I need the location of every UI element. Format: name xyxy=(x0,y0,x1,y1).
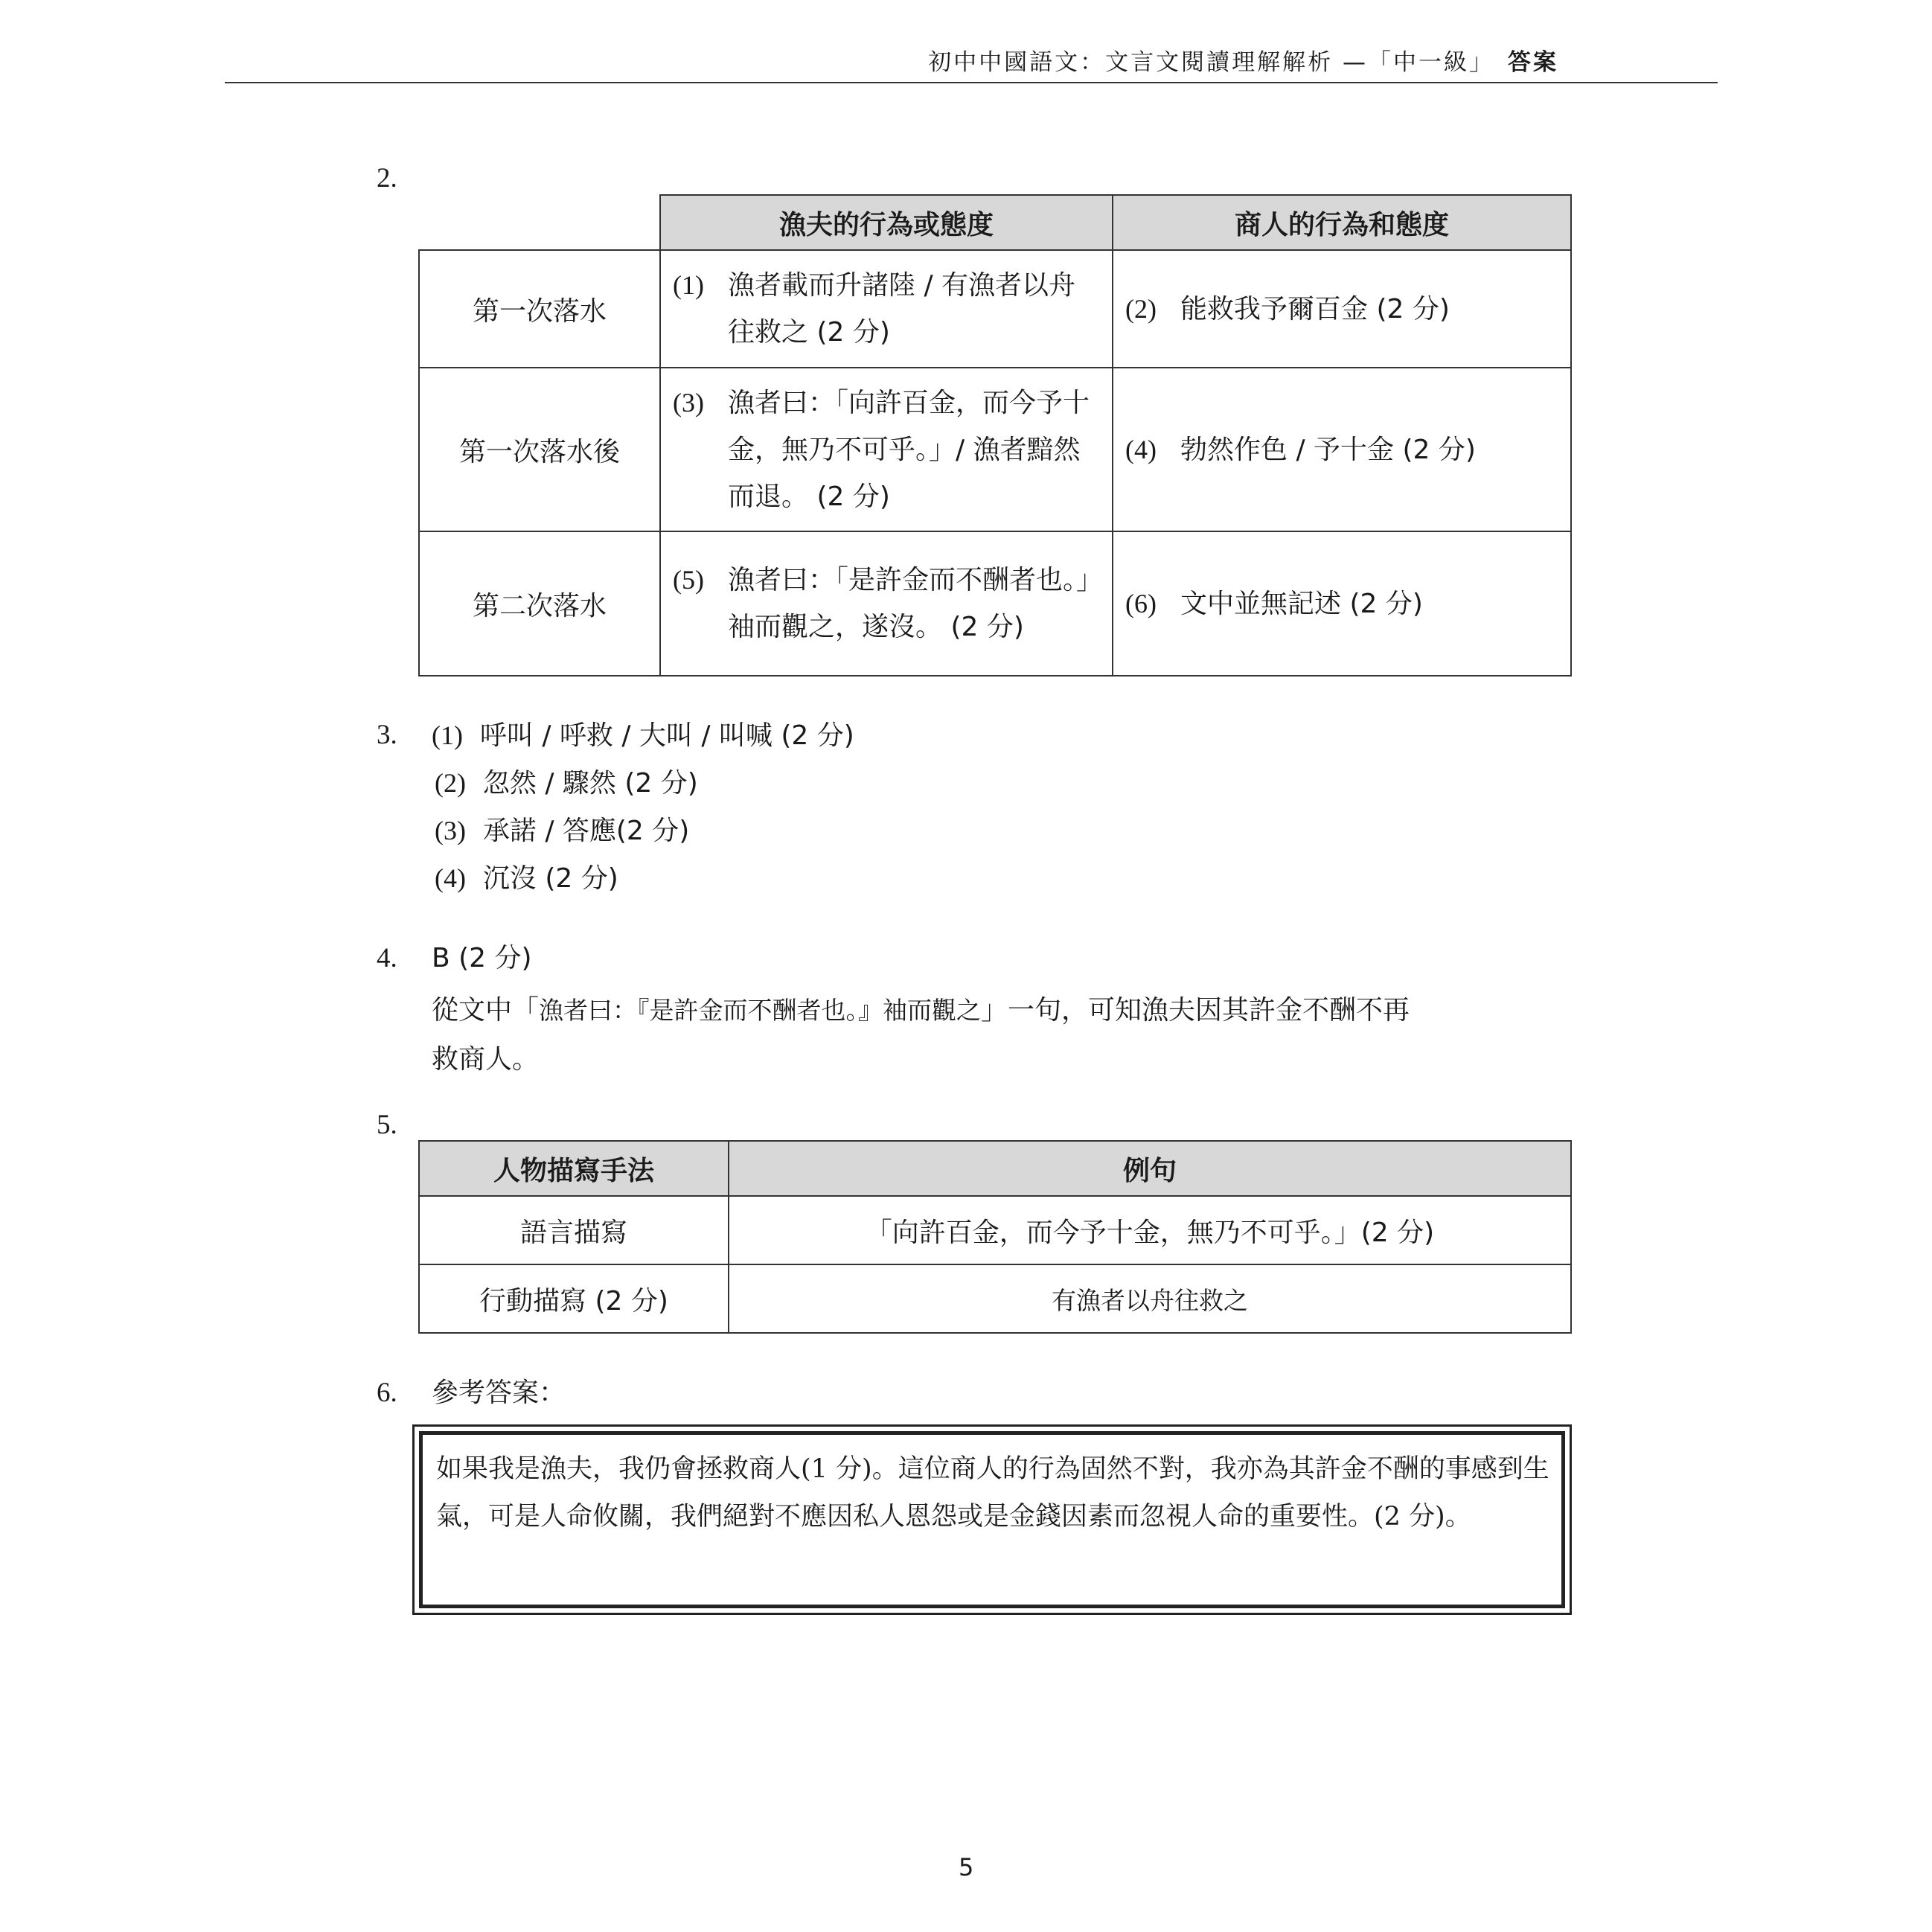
q2-number: 2. xyxy=(377,163,397,193)
item-number: (3) xyxy=(435,816,466,845)
q6-answer-text: 如果我是漁夫，我仍會拯救商人(1 分)。這位商人的行為固然不對，我亦為其許金不酬的事感到生氣，可是人命攸關，我們絕對不應因私人恩怨或是金錢因素而忽視人命的重要性。(2 分)。 xyxy=(419,1431,1565,1608)
q2-fisher-cell xyxy=(660,368,1113,531)
q3-item xyxy=(435,759,698,807)
q4-explanation xyxy=(432,987,1410,1034)
q5-example-cell: 「向許百金，而今予十金，無乃不可乎。」(2 分) xyxy=(729,1196,1571,1264)
page-header xyxy=(928,43,1558,77)
q2-table xyxy=(418,194,1572,676)
q2-merchant-cell xyxy=(1113,250,1571,368)
q4-number: 4. xyxy=(377,943,397,973)
q3-number: 3. xyxy=(377,720,397,750)
q6-label: 參考答案： xyxy=(432,1378,566,1408)
q2-header-row xyxy=(419,195,1571,250)
q2-fisher-cell xyxy=(660,250,1113,368)
q2-col-header-merchant: 商人的行為和態度 xyxy=(1113,195,1571,250)
q4-expl-pre: 從文中「 xyxy=(432,995,540,1026)
q3-item-text: 呼叫 / 呼救 / 大叫 / 叫喊 (2 分) xyxy=(479,720,854,751)
q2-fisher-cell xyxy=(660,531,1113,676)
item-number: (2) xyxy=(1125,293,1157,324)
item-number: (5) xyxy=(673,565,704,595)
q3-item xyxy=(435,854,618,903)
header-divider xyxy=(225,82,1718,83)
q5-header-row xyxy=(419,1141,1571,1196)
q3-item-text: 承諾 / 答應(2 分) xyxy=(482,816,690,846)
header-answer-tag: 答案 xyxy=(1508,49,1558,76)
q5-col-header-example: 例句 xyxy=(729,1141,1571,1196)
table-row xyxy=(419,1196,1571,1264)
item-number: (4) xyxy=(1125,434,1157,464)
q2-fisher-text: 漁者載而升諸陸 / 有漁者以舟往救之 (2 分) xyxy=(728,270,1076,348)
q5-col-header-method: 人物描寫手法 xyxy=(419,1141,729,1196)
item-number: (6) xyxy=(1125,588,1157,618)
item-number: (2) xyxy=(435,768,466,798)
q5-method-cell: 行動描寫 (2 分) xyxy=(419,1264,729,1333)
q4-answer: B (2 分) xyxy=(432,943,532,973)
q4-expl-post: 」一句，可知漁夫因其許金不酬不再 xyxy=(981,995,1410,1026)
table-row xyxy=(419,368,1571,531)
q6-answer-box xyxy=(412,1424,1572,1615)
q2-merchant-text: 能救我予爾百金 (2 分) xyxy=(1180,293,1450,324)
q2-row-label: 第一次落水 xyxy=(419,250,660,368)
q4-explanation-line2: 救商人。 xyxy=(432,1044,540,1075)
q2-row-label: 第二次落水 xyxy=(419,531,660,676)
q3-item-text: 沉沒 (2 分) xyxy=(482,863,618,894)
header-title: 初中中國語文：文言文閱讀理解解析 —「中一級」 xyxy=(928,49,1494,76)
q2-merchant-cell xyxy=(1113,368,1571,531)
item-number: (4) xyxy=(435,863,466,893)
q2-merchant-cell xyxy=(1113,531,1571,676)
q2-merchant-text: 文中並無記述 (2 分) xyxy=(1180,588,1423,619)
page-number: 5 xyxy=(959,1853,974,1881)
q3-item-text: 忽然 / 驟然 (2 分) xyxy=(482,768,698,799)
q2-merchant-text: 勃然作色 / 予十金 (2 分) xyxy=(1180,434,1476,465)
q5-number: 5. xyxy=(377,1110,397,1140)
q5-example-cell: 有漁者以舟往救之 xyxy=(729,1264,1571,1333)
q5-method-cell: 語言描寫 xyxy=(419,1196,729,1264)
table-row xyxy=(419,1264,1571,1333)
item-number: (1) xyxy=(432,720,463,750)
q3-item xyxy=(435,807,689,855)
q3-item xyxy=(432,711,854,760)
table-row xyxy=(419,250,1571,368)
q2-blank-cell xyxy=(419,195,660,250)
q2-fisher-text: 漁者曰：「向許百金，而今予十金，無乃不可乎。」/ 漁者黯然而退。 (2 分) xyxy=(728,387,1090,512)
q5-table xyxy=(418,1140,1572,1334)
item-number: (1) xyxy=(673,270,704,300)
q2-fisher-text: 漁者曰：「是許金而不酬者也。」袖而觀之，遂沒。 (2 分) xyxy=(728,565,1090,642)
q2-col-header-fisher: 漁夫的行為或態度 xyxy=(660,195,1113,250)
item-number: (3) xyxy=(673,387,704,418)
q4-expl-quote: 漁者曰：『是許金而不酬者也。』袖而觀之 xyxy=(539,996,982,1025)
q6-number: 6. xyxy=(377,1378,397,1408)
q2-row-label: 第一次落水後 xyxy=(419,368,660,531)
table-row xyxy=(419,531,1571,676)
